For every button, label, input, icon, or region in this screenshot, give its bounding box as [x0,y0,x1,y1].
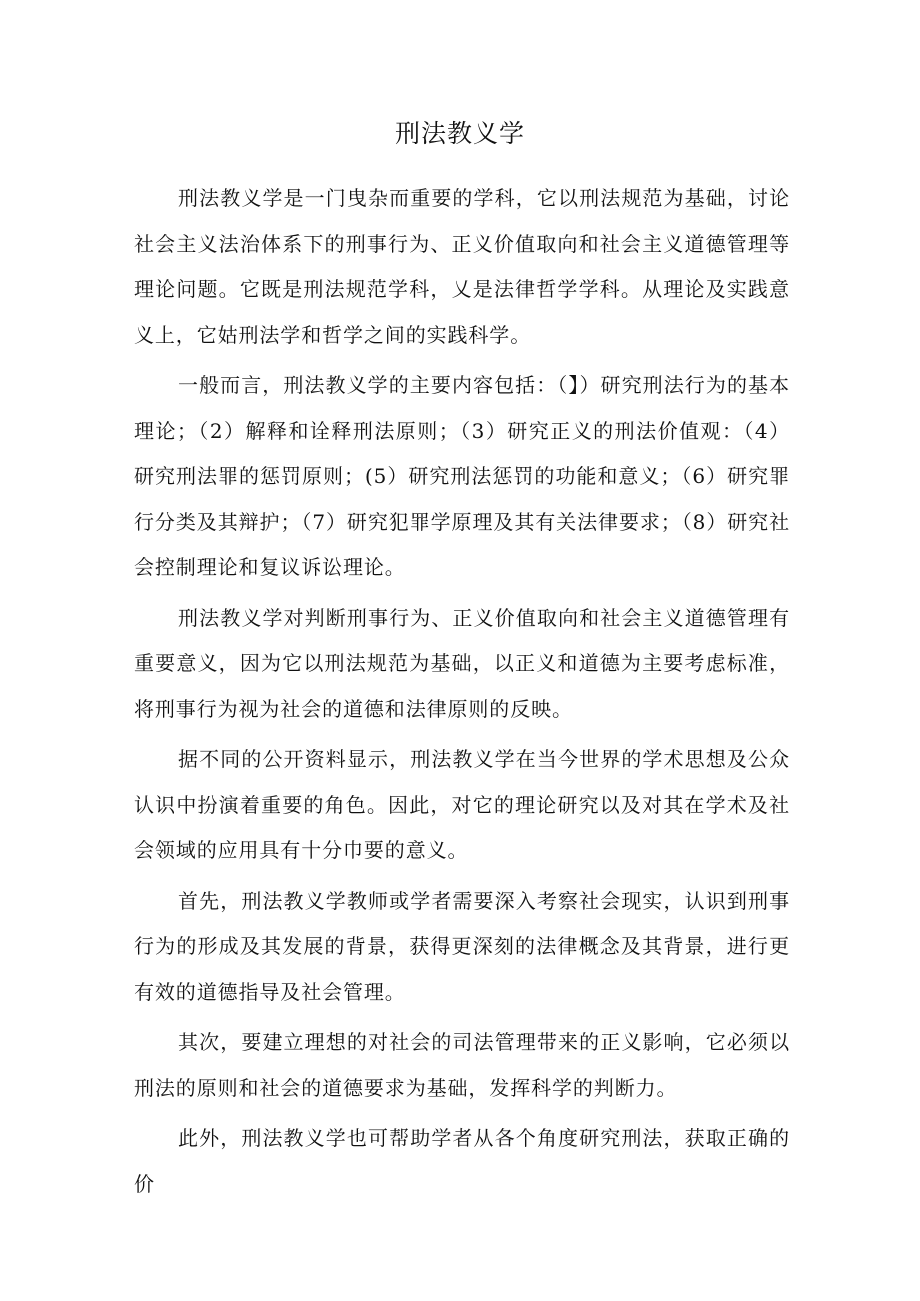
paragraph-significance: 刑法教义学对判断刑事行为、正义价值取向和社会主义道德管理有重要意义，因为它以刑法规范为基础，以正义和道德为主要考虑标准，将刑事行为视为社会的道德和法律原则的反映。 [134,605,790,721]
paragraph-further: 此外，刑法教义学也可帮助学者从各个角度研究刑法，获取正确的价 [134,1126,790,1196]
document-body [134,176,790,1212]
paragraph-second: 其次，要建立理想的对社会的司法管理带来的正义影响，它必须以刑法的原则和社会的道德要求为基础，发挥科学的判断力。 [134,1030,790,1100]
paragraph-intro: 刑法教义学是一门曳杂而重要的学科，它以刑法规范为基础，讨论社会主义法治体系下的刑事行为、正义价值取向和社会主义道德管理等理论问题。它既是刑法规范学科，乂是法律哲学学科。从理论及实践意义上，它姑刑法学和哲学之间的实践科学。 [134,186,790,347]
document-title: 刑法教义学 [394,119,525,148]
paragraph-first: 首先，刑法教义学教师或学者需要深入考察社会现实，认识到刑事行为的形成及其发展的背景，获得更深刻的法律概念及其背景，进行更有效的道德指导及社会管理。 [134,888,790,1004]
paragraph-main-content: 一般而言，刑法教义学的主要内容包括：（】）研究刑法行为的基本理论；（2）解释和诠释刑法原则；（3）研究正义的刑法价值观：（4）研究刑法罪的惩罚原则；(5）研究刑法惩罚的功能和意义；（6）研究罪行分类及其辩护；（7）研究犯罪学原理及其有关法律要求；（8）研究社会控制理论和复议诉讼理论。 [134,373,790,579]
paragraph-public-role: 据不同的公开资料显示，刑法教义学在当今世界的学术思想及公众认识中扮演着重要的角色。因此，对它的理论研究以及对其在学术及社会领域的应用具有十分巾要的意义。 [134,747,790,862]
